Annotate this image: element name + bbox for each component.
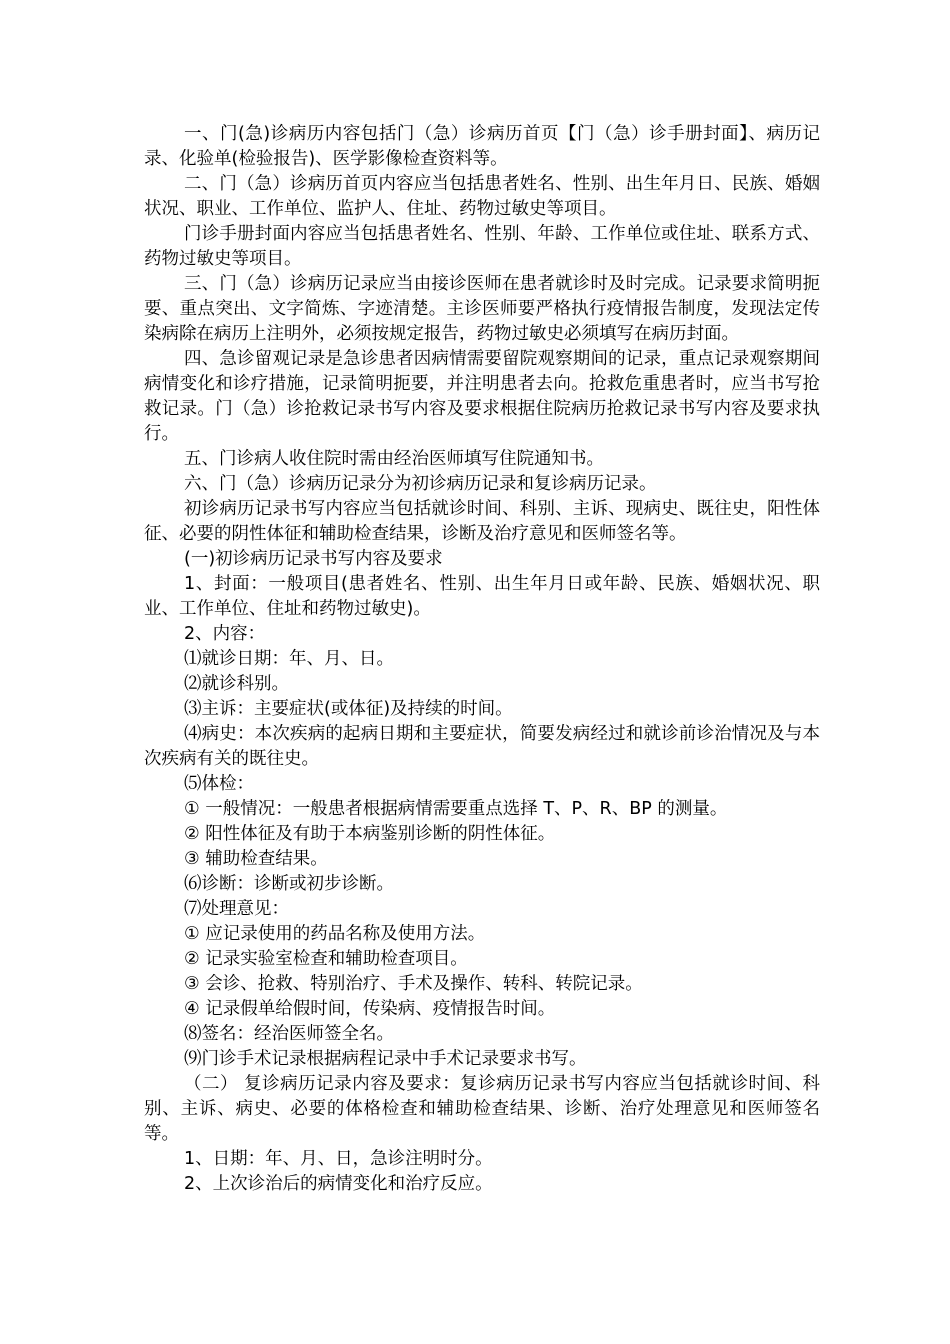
paragraph: 五、门诊病人收住院时需由经治医师填写住院通知书。: [184, 449, 604, 469]
list-item: ① 应记录使用的药品名称及使用方法。: [184, 924, 486, 944]
list-item: ⑻签名：经治医师签全名。: [184, 1024, 394, 1044]
paragraph: 一、门(急)诊病历内容包括门（急）诊病历首页【门（急）诊手册封面】、病历记录、化验单(检验报告)、医学影像检查资料等。: [144, 124, 820, 169]
list-item: ② 阳性体征及有助于本病鉴别诊断的阴性体征。: [184, 824, 556, 844]
list-item: ③ 会诊、抢救、特别治疗、手术及操作、转科、转院记录。: [184, 974, 643, 994]
paragraph: 门诊手册封面内容应当包括患者姓名、性别、年龄、工作单位或住址、联系方式、药物过敏史等项目。: [144, 224, 820, 269]
list-item: ③ 辅助检查结果。: [184, 849, 328, 869]
list-item: ⑹诊断：诊断或初步诊断。: [184, 874, 394, 894]
list-item: ⑸体检：: [184, 774, 254, 794]
list-item: ⑶主诉：主要症状(或体征)及持续的时间。: [184, 699, 513, 719]
list-item: ⑺处理意见：: [184, 899, 289, 919]
paragraph: 2、内容：: [184, 624, 266, 644]
document-body: [144, 122, 820, 1197]
paragraph: 三、门（急）诊病历记录应当由接诊医师在患者就诊时及时完成。记录要求简明扼要、重点突出、文字简炼、字迹清楚。主诊医师要严格执行疫情报告制度，发现法定传染病除在病历上注明外，必须按规定报告，药物过敏史必须填写在病历封面。: [144, 274, 820, 344]
section-heading: (一)初诊病历记录书写内容及要求: [184, 549, 443, 569]
paragraph: 四、急诊留观记录是急诊患者因病情需要留院观察期间的记录，重点记录观察期间病情变化和诊疗措施，记录简明扼要，并注明患者去向。抢救危重患者时，应当书写抢救记录。门（急）诊抢救记录书写内容及要求根据住院病历抢救记录书写内容及要求执行。: [144, 349, 820, 444]
list-item: ② 记录实验室检查和辅助检查项目。: [184, 949, 468, 969]
list-item: ① 一般情况：一般患者根据病情需要重点选择 T、P、R、BP 的测量。: [184, 799, 728, 819]
list-item: ⑼门诊手术记录根据病程记录中手术记录要求书写。: [184, 1049, 587, 1069]
paragraph: 二、门（急）诊病历首页内容应当包括患者姓名、性别、出生年月日、民族、婚姻状况、职业、工作单位、监护人、住址、药物过敏史等项目。: [144, 174, 820, 219]
list-item: ④ 记录假单给假时间，传染病、疫情报告时间。: [184, 999, 556, 1019]
paragraph: 初诊病历记录书写内容应当包括就诊时间、科别、主诉、现病史、既往史，阳性体征、必要的阴性体征和辅助检查结果，诊断及治疗意见和医师签名等。: [144, 499, 820, 544]
list-item: 2、上次诊治后的病情变化和治疗反应。: [184, 1174, 493, 1194]
paragraph: 1、封面：一般项目(患者姓名、性别、出生年月日或年龄、民族、婚姻状况、职业、工作单位、住址和药物过敏史)。: [144, 574, 820, 619]
section-heading: （二） 复诊病历记录内容及要求：复诊病历记录书写内容应当包括就诊时间、科别、主诉、病史、必要的体格检查和辅助检查结果、诊断、治疗处理意见和医师签名等。: [144, 1074, 820, 1144]
paragraph: 六、门（急）诊病历记录分为初诊病历记录和复诊病历记录。: [184, 474, 657, 494]
list-item: ⑵就诊科别。: [184, 674, 289, 694]
list-item: 1、日期：年、月、日，急诊注明时分。: [184, 1149, 493, 1169]
list-item: ⑴就诊日期：年、月、日。: [184, 649, 394, 669]
list-item: ⑷病史：本次疾病的起病日期和主要症状，简要发病经过和就诊前诊治情况及与本次疾病有关的既往史。: [144, 724, 820, 769]
